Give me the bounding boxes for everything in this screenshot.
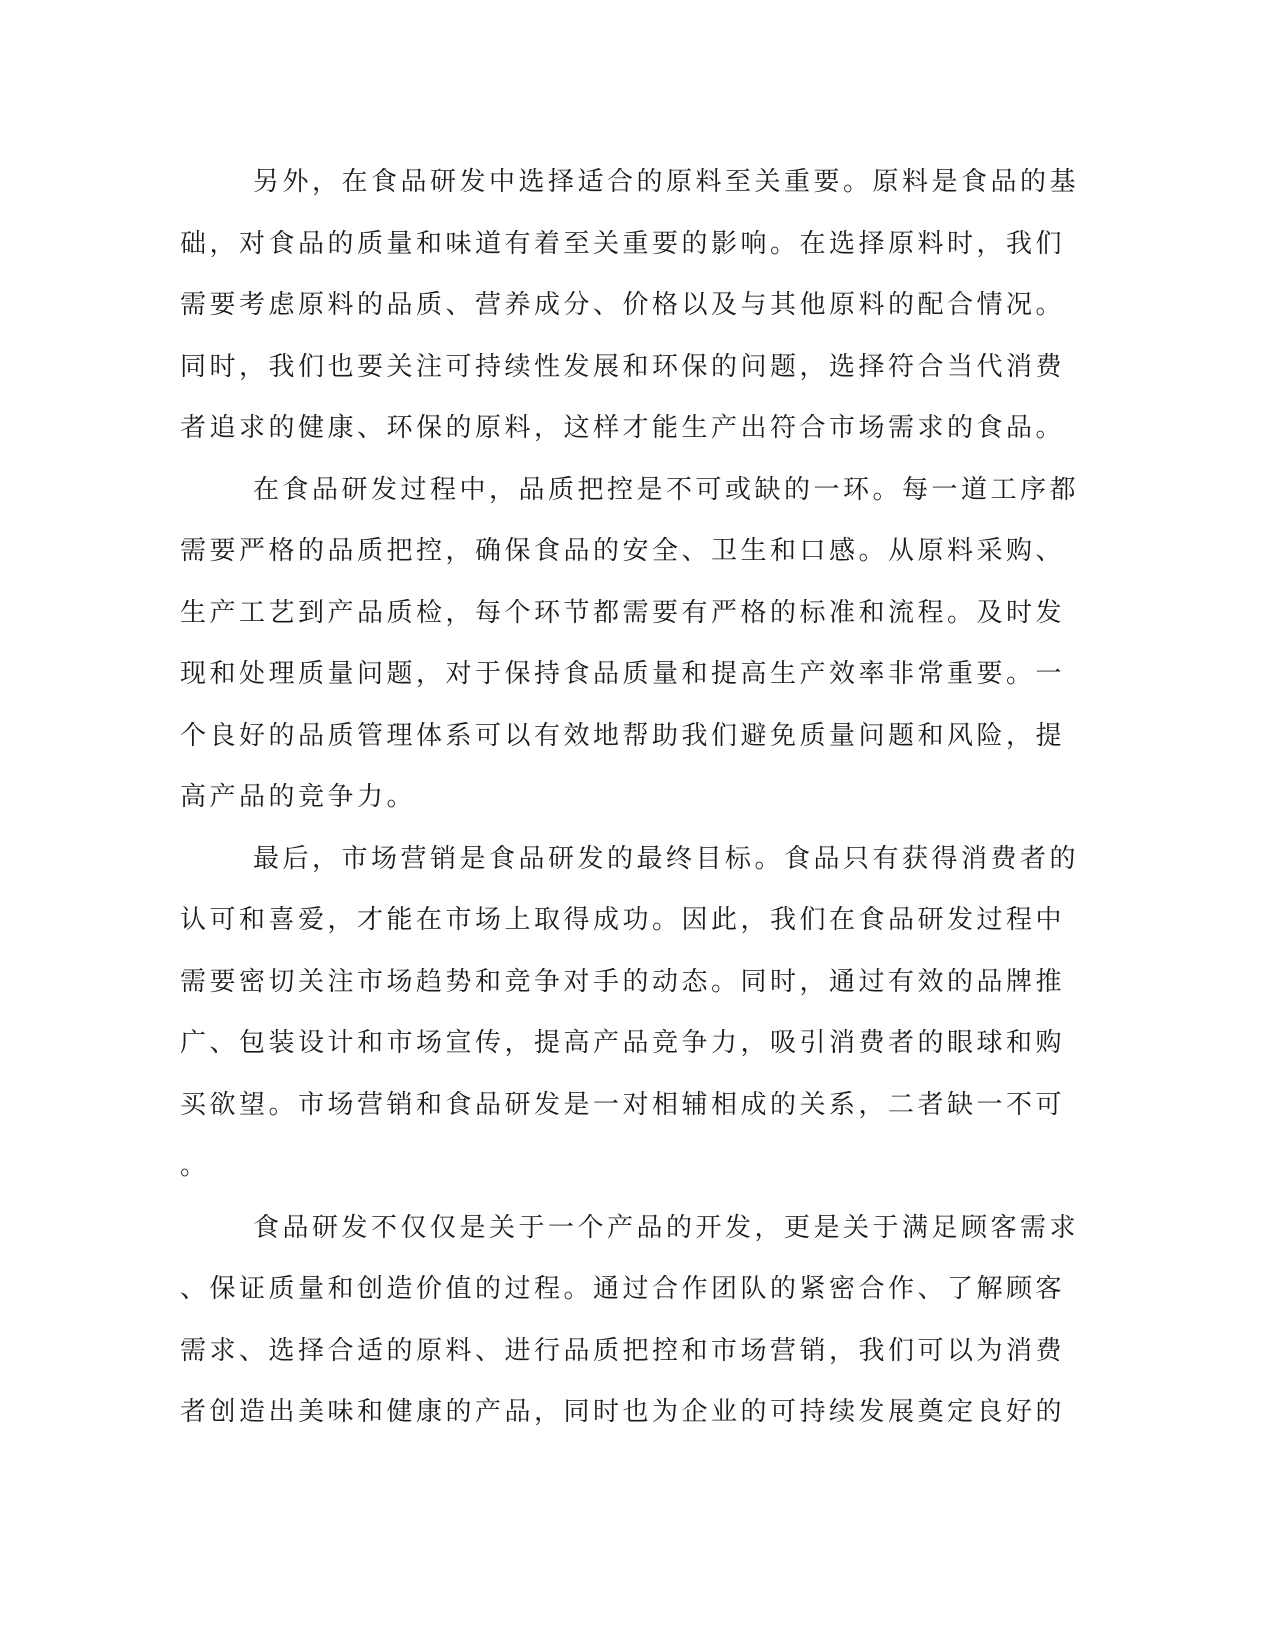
text-line: 者追求的健康、环保的原料，这样才能生产出符合市场需求的食品。 [180, 413, 1066, 443]
text-line: 需要严格的品质把控，确保食品的安全、卫生和口感。从原料采购、 [180, 536, 1066, 566]
text-line: 买欲望。市场营销和食品研发是一对相辅相成的关系，二者缺一不可 [180, 1089, 1066, 1120]
text-line: 食品研发不仅仅是关于一个产品的开发，更是关于满足顾客需求 [253, 1212, 1080, 1243]
document-body [180, 160, 1080, 1452]
paragraph-raw-materials [180, 160, 1080, 468]
text-line: 另外，在食品研发中选择适合的原料至关重要。原料是食品的基 [253, 167, 1080, 197]
text-line: 础，对食品的质量和味道有着至关重要的影响。在选择原料时，我们 [180, 228, 1066, 259]
text-line: 最后，市场营销是食品研发的最终目标。食品只有获得消费者的 [253, 843, 1080, 874]
text-line: 同时，我们也要关注可持续性发展和环保的问题，选择符合当代消费 [180, 351, 1066, 382]
text-line: 个良好的品质管理体系可以有效地帮助我们避免质量问题和风险，提 [180, 720, 1066, 751]
text-line: 高产品的竞争力。 [180, 782, 417, 812]
paragraph-quality-control [180, 468, 1080, 837]
text-line: 需求、选择合适的原料、进行品质把控和市场营销，我们可以为消费 [180, 1335, 1066, 1366]
text-line: 。 [180, 1151, 210, 1181]
text-line: 认可和喜爱，才能在市场上取得成功。因此，我们在食品研发过程中 [180, 905, 1066, 935]
text-line: 需要密切关注市场趋势和竞争对手的动态。同时，通过有效的品牌推 [180, 966, 1066, 997]
text-line: 者创造出美味和健康的产品，同时也为企业的可持续发展奠定良好的 [180, 1397, 1066, 1427]
text-line: 在食品研发过程中，品质把控是不可或缺的一环。每一道工序都 [253, 474, 1080, 505]
text-line: 生产工艺到产品质检，每个环节都需要有严格的标准和流程。及时发 [180, 597, 1066, 628]
paragraph-marketing [180, 837, 1080, 1206]
text-line: 、保证质量和创造价值的过程。通过合作团队的紧密合作、了解顾客 [180, 1274, 1066, 1304]
paragraph-conclusion [180, 1206, 1080, 1452]
text-line: 需要考虑原料的品质、营养成分、价格以及与其他原料的配合情况。 [180, 290, 1066, 320]
text-line: 现和处理质量问题，对于保持食品质量和提高生产效率非常重要。一 [180, 659, 1066, 689]
text-line: 广、包装设计和市场宣传，提高产品竞争力，吸引消费者的眼球和购 [180, 1028, 1066, 1058]
